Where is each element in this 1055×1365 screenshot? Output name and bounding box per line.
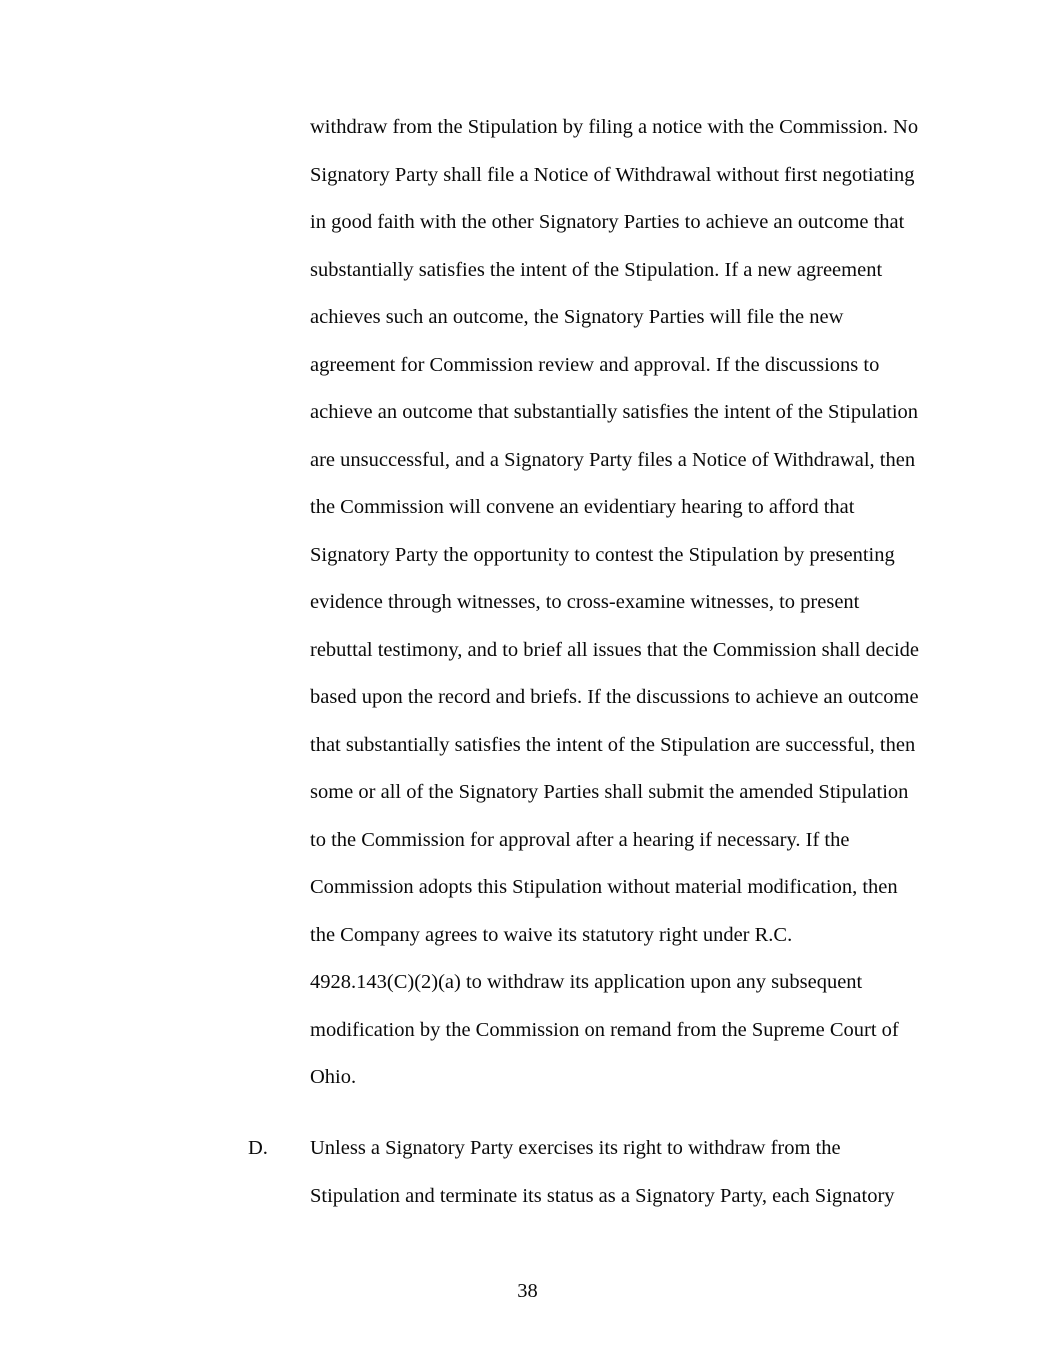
text-line: to the Commission for approval after a hearing if necessary. If the [310,828,850,851]
list-item-d-label: D. [248,1137,268,1159]
text-line: that substantially satisfies the intent of the Stipulation are successful, then [310,733,916,756]
text-line: the Commission will convene an evidentiary hearing to afford that [310,496,855,518]
text-line: Commission adopts this Stipulation without material modification, then [310,876,898,898]
text-line: Stipulation and terminate its status as a Signatory Party, each Signatory [310,1184,895,1207]
text-line: achieves such an outcome, the Signatory Parties will file the new [310,306,844,328]
text-line: based upon the record and briefs. If the discussions to achieve an outcome [310,686,919,708]
list-item-d-body [310,1125,895,1220]
list-item-d [248,1125,895,1220]
text-line: Signatory Party shall file a Notice of Withdrawal without first negotiating [310,163,915,186]
text-line: some or all of the Signatory Parties shall submit the amended Stipulation [310,781,909,803]
text-line: Unless a Signatory Party exercises its right to withdraw from the [310,1137,841,1159]
text-line: agreement for Commission review and approval. If the discussions to [310,353,880,376]
text-line: substantially satisfies the intent of the Stipulation. If a new agreement [310,258,883,281]
text-line: 4928.143(C)(2)(a) to withdraw its application upon any subsequent [310,971,863,993]
text-line: withdraw from the Stipulation by filing a notice with the Commission. No [310,116,919,138]
text-line: rebuttal testimony, and to brief all issues that the Commission shall decide [310,638,920,661]
text-line: achieve an outcome that substantially satisfies the intent of the Stipulation [310,401,919,423]
text-line: are unsuccessful, and a Signatory Party files a Notice of Withdrawal, then [310,448,916,471]
text-line: Ohio. [310,1066,357,1088]
paragraph-continuation [310,104,919,1102]
text-line: Signatory Party the opportunity to contest the Stipulation by presenting [310,543,895,566]
text-line: modification by the Commission on remand from the Supreme Court of [310,1018,899,1041]
text-line: evidence through witnesses, to cross-examine witnesses, to present [310,591,860,613]
text-line: in good faith with the other Signatory Parties to achieve an outcome that [310,211,905,233]
text-line: the Company agrees to waive its statutory right under R.C. [310,923,793,946]
page-number: 38 [517,1280,538,1302]
